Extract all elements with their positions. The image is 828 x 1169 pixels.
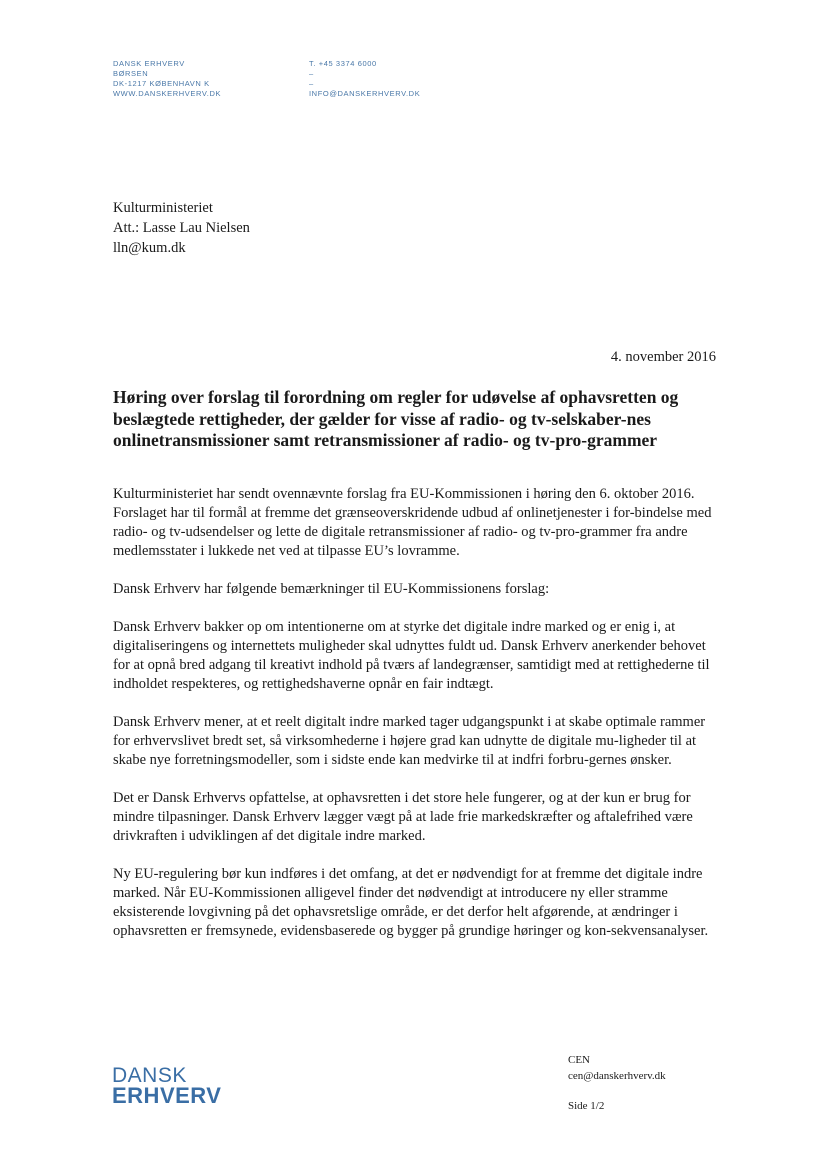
logo-line-2: ERHVERV [112,1083,222,1108]
body-paragraph-6: Ny EU-regulering bør kun indføres i det omfang, at det er nødvendigt for at fremme det digitale indre marked. Når EU-Kommissionen alligevel finder det nødvendigt at introducere ny eller stramme eksisterende lovgivning på det ophavsretslige område, er det derfor helt afgørende, at ændringer i ophavsretten er fremsynede, evidensbaserede og bygger på grundige høringer og kon-sekvensanalyser. [113,866,709,939]
sender-address-line-2: DK-1217 KØBENHAVN K [113,79,210,88]
body-paragraph-4: Dansk Erhverv mener, at et reelt digitalt indre marked tager udgangspunkt i at skabe optimale rammer for erhvervslivet bredt set, så virksomhederne i højere grad kan udnytte de digitale mu-ligheder til at skabe nye forretningsmodeller, som i sidste ende kan medvirke til at indfri forbru-gernes ønsker. [113,714,706,768]
logo-line-1: DANSK [112,1064,187,1087]
recipient-block [113,198,250,258]
sender-contact-block [309,59,420,99]
sender-website: WWW.DANSKERHVERV.DK [113,89,222,98]
body-paragraph-3: Dansk Erhverv bakker op om intentionerne om at styrke det digitale indre marked og er enig i, at digitaliseringens og internettets muligheder skal udnyttes fuldt ud. Dansk Erhverv anerkender behovet for at opnå bred adgang til kreativt indhold på tværs af landegrænser, samtidigt med at rettighederne til indholdet respekteres, og rettighedshaverne opnår en fair indtægt. [113,619,710,692]
body-paragraph-1: Kulturministeriet har sendt ovennævnte forslag fra EU-Kommissionen i høring den 6. oktober 2016. Forslaget har til formål at fremme det grænseoverskridende udbud af onlinetjenester i for-bindelse med radio- og tv-udsendelser og lette de digitale retransmissioner af radio- og tv-pro-grammer fra andre medlemsstater i lukkede net ved at tilpasse EU’s lovramme. [113,486,712,559]
body-paragraph-5: Det er Dansk Erhvervs opfattelse, at ophavsretten i det store hele fungerer, og at der kun er brug for mindre tilpasninger. Dansk Erhverv lægger vægt på at lade frie markedskræfter og aftalefrihed være drivkraften i udviklingen af det digitale indre marked. [113,790,693,844]
letter-date: 4. november 2016 [610,349,716,365]
page-number: Side 1/2 [568,1100,605,1112]
sender-name: DANSK ERHVERV [113,59,185,68]
footer-contact [568,1052,666,1084]
footer-email: cen@danskerhverv.dk [568,1070,666,1082]
letter-title: Høring over forslag til forordning om regler for udøvelse af ophavsretten og beslægtede rettigheder, der gælder for visse af radio- og tv-selskaber-nes onlinetransmissioner samt retransmissioner af radio- og tv-pro-grammer [113,387,679,450]
contact-separator-2: – [309,79,314,88]
footer-initials: CEN [568,1054,590,1066]
dansk-erhverv-logo [112,1066,221,1106]
sender-address-line-1: BØRSEN [113,69,149,78]
sender-address-block [113,59,221,99]
letter-body [113,485,723,960]
sender-phone: T. +45 3374 6000 [309,59,377,68]
contact-separator-1: – [309,69,314,78]
recipient-attention: Att.: Lasse Lau Nielsen [113,220,250,236]
recipient-email: lln@kum.dk [113,240,186,256]
body-paragraph-2: Dansk Erhverv har følgende bemærkninger til EU-Kommissionens forslag: [113,581,550,597]
recipient-organization: Kulturministeriet [113,200,213,216]
sender-email: INFO@DANSKERHVERV.DK [309,89,421,98]
